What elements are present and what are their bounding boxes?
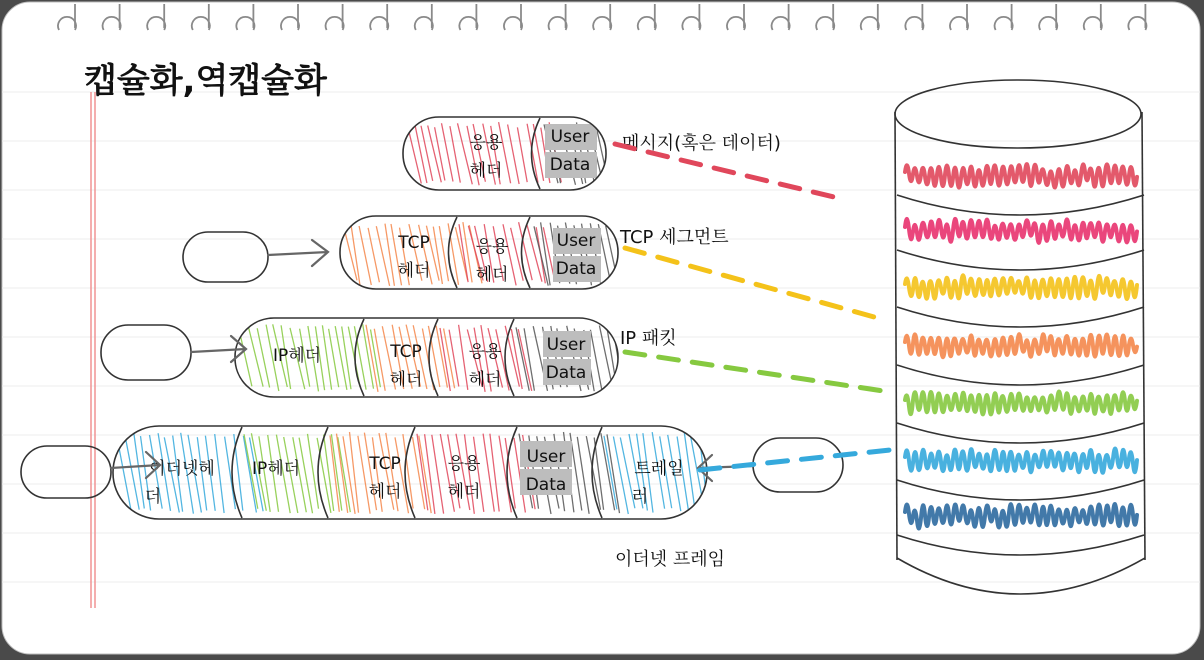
tcp-header-label-2: 헤더 [368, 482, 402, 502]
app-header-label-2: 헤더 [468, 370, 502, 390]
user-data-label-2: Data [549, 155, 591, 175]
ip-header-label: IP헤더 [251, 459, 301, 479]
user-data-label-1: User [556, 231, 596, 251]
user-data-label-2: Data [525, 475, 567, 495]
caption-message: 메시지(혹은 데이터) [622, 133, 781, 154]
trailer-label-1: 트레일 [634, 459, 684, 479]
caption-frame: 이더넷 프레임 [615, 549, 726, 570]
ethernet-header-label-2: 더 [144, 487, 162, 507]
tcp-header-label-2: 헤더 [389, 370, 423, 390]
tcp-header-label-1: TCP [369, 454, 401, 474]
tcp-header-label-1: TCP [398, 233, 430, 253]
user-data-label-2: Data [555, 259, 597, 279]
tcp-header-label-1: TCP [390, 342, 422, 362]
tcp-header-label-2: 헤더 [397, 261, 431, 281]
page-title: 캡슐화,역캡슐화 [84, 61, 327, 101]
user-data-label-1: User [526, 447, 566, 467]
app-header-label-1: 응용 [447, 454, 481, 474]
app-header-label-2: 헤더 [475, 265, 509, 285]
app-header-label-1: 응용 [468, 342, 502, 362]
app-header-label-2: 헤더 [447, 482, 481, 502]
user-data-label-1: User [550, 127, 590, 147]
app-header-label-2: 헤더 [469, 161, 503, 181]
caption-segment: TCP 세그먼트 [620, 227, 729, 248]
ip-header-label: IP헤더 [272, 346, 322, 366]
caption-packet: IP 패킷 [620, 328, 677, 349]
app-header-label-1: 응용 [469, 133, 503, 153]
user-data-label-1: User [546, 335, 586, 355]
ethernet-header-label-1: 이더넷헤 [149, 459, 215, 479]
app-header-label-1: 응용 [475, 237, 509, 257]
user-data-label-2: Data [545, 363, 587, 383]
trailer-label-2: 러 [631, 487, 649, 507]
